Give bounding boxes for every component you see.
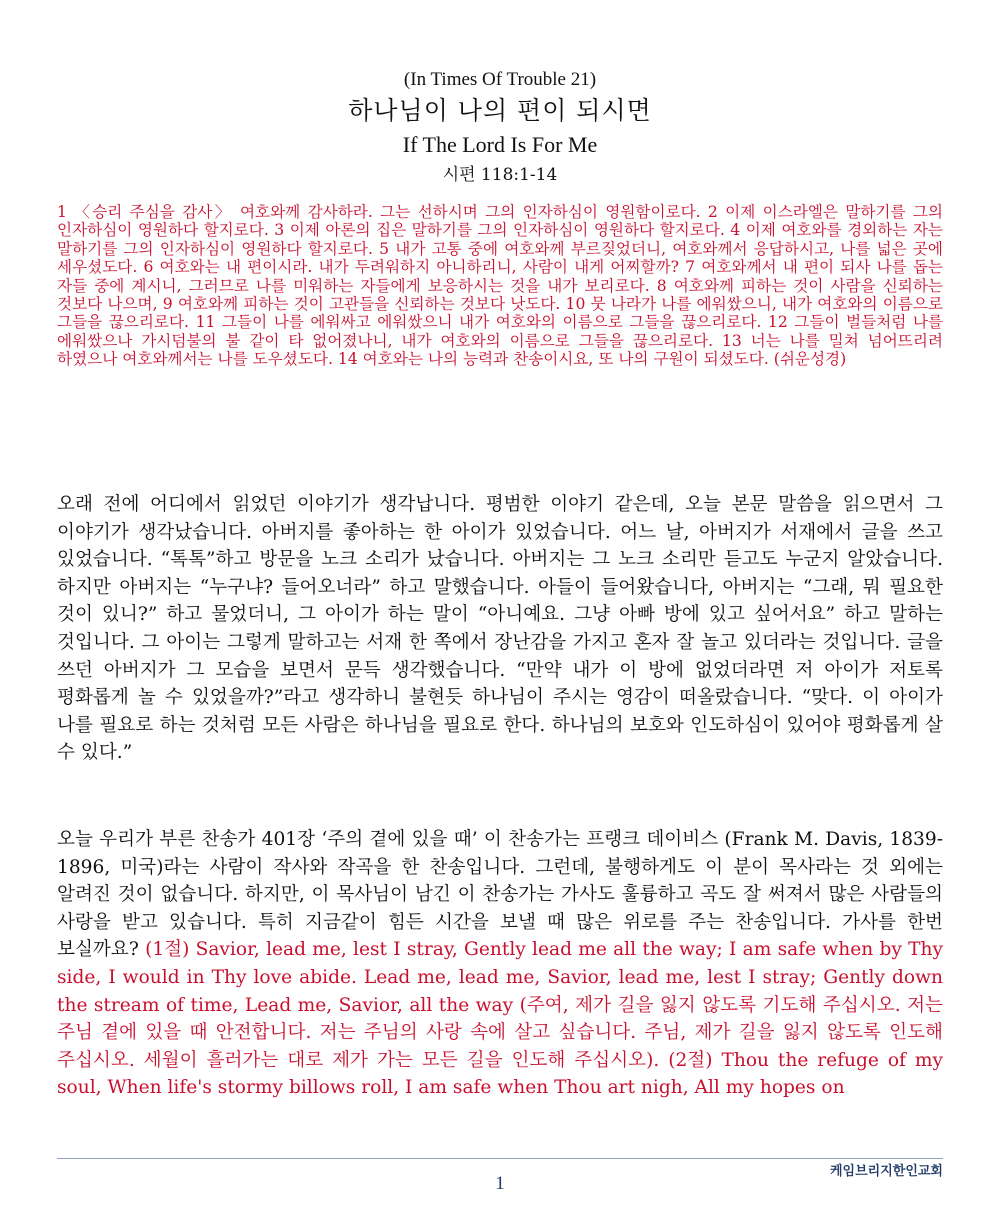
- paragraph-2-text: 오늘 우리가 부른 찬송가 401장 ‘주의 곁에 있을 때’ 이 찬송가는 프랭크 데이비스 (Frank M. Davis, 1839-1896, 미국)라는 사람이 작사와 작곡을 한 찬송입니다. 그런데, 불행하게도 이 분이 목사라는 것 외에는 알려진 것이 없습니다. 하지만, 이 목사님이 남긴 이 찬송가는 가사도 훌륭하고 곡도 잘 써져서 많은 사람들의 사랑을 받고 있습니다. 특히 지금같이 힘든 시간을 보낼 때 많은 위로를 주는 찬송입니다. 가사를 한번 보실까요?: [57, 829, 943, 961]
- sermon-header: [0, 68, 1000, 188]
- footer-divider: [57, 1158, 943, 1159]
- series-title: (In Times Of Trouble 21): [403, 69, 597, 90]
- hymn-lyrics: (1절) Savior, lead me, lest I stray, Gently lead me all the way; I am safe when by Thy side, I would in Thy love abide. Lead me, lead me, Savior, lead me, lest I stray; Gently down the stream of time, Lead me, Savior, all the way (주여, 제가 길을 잃지 않도록 기도해 주십시오. 저는 주님 곁에 있을 때 안전합니다. 저는 주님의 사랑 속에 살고 싶습니다. 주님, 제가 길을 잃지 않도록 인도해 주십시오. 세월이 흘러가는 대로 제가 가는 모든 길을 인도해 주십시오). (2절) Thou the refuge of my soul, When life's stormy billows roll, I am safe when Thou art nigh, All my hopes on: [57, 939, 943, 1099]
- church-name: 케임브리지한인교회: [829, 1164, 943, 1179]
- page-number: 1: [495, 1173, 505, 1194]
- body-paragraph-2: [57, 826, 943, 1102]
- scripture-passage: 1 〈승리 주심을 감사〉 여호와께 감사하라. 그는 선하시며 그의 인자하심이 영원함이로다. 2 이제 이스라엘은 말하기를 그의 인자하심이 영원하다 할지로다. 3 이제 아론의 집은 말하기를 그의 인자하심이 영원하다 할지로다. 4 이제 여호와를 경외하는 자는 말하기를 그의 인자하심이 영원하다 할지로다. 5 내가 고통 중에 여호와께 부르짖었더니, 여호와께서 응답하시고, 나를 넓은 곳에 세우셨도다. 6 여호와는 내 편이시라. 내가 두려워하지 아니하리니, 사람이 내게 어찌할까? 7 여호와께서 내 편이 되사 나를 돕는 자들 중에 계시니, 그러므로 나를 미워하는 자들에게 보응하시는 것을 내가 보리로다. 8 여호와께 피하는 것이 사람을 신뢰하는 것보다 나으며, 9 여호와께 피하는 것이 고관들을 신뢰하는 것보다 낫도다. 10 뭇 나라가 나를 에워쌌으니, 내가 여호와의 이름으로 그들을 끊으리로다. 11 그들이 나를 에워싸고 에워쌌으니 내가 여호와의 이름으로 그들을 끊으리로다. 12 그들이 벌들처럼 나를 에워쌌으나 가시덤불의 불 같이 타 없어졌나니, 내가 여호와의 이름으로 그들을 끊으리로다. 13 너는 나를 밀쳐 넘어뜨리려 하였으나 여호와께서는 나를 도우셨도다. 14 여호와는 나의 능력과 찬송이시요, 또 나의 구원이 되셨도다. (쉬운성경): [57, 203, 943, 369]
- sermon-title-korean: 하나님이 나의 편이 되시면: [348, 96, 652, 125]
- scripture-reference: 시편 118:1-14: [442, 165, 558, 185]
- body-paragraph-1: 오래 전에 어디에서 읽었던 이야기가 생각납니다. 평범한 이야기 같은데, 오늘 본문 말씀을 읽으면서 그 이야기가 생각났습니다. 아버지를 좋아하는 한 아이가 있었습니다. 어느 날, 아버지가 서재에서 글을 쓰고 있었습니다. “톡톡”하고 방문을 노크 소리가 났습니다. 아버지는 그 노크 소리만 듣고도 누군지 알았습니다. 하지만 아버지는 “누구냐? 들어오너라” 하고 말했습니다. 아들이 들어왔습니다, 아버지는 “그래, 뭐 필요한 것이 있니?” 하고 물었더니, 그 아이가 하는 말이 “아니예요. 그냥 아빠 방에 있고 싶어서요” 하고 말하는 것입니다. 그 아이는 그렇게 말하고는 서재 한 쪽에서 장난감을 가지고 혼자 잘 놀고 있더라는 것입니다. 글을 쓰던 아버지가 그 모습을 보면서 문득 생각했습니다. “만약 내가 이 방에 없었더라면 저 아이가 저토록 평화롭게 놀 수 있었을까?”라고 생각하니 불현듯 하나님이 주시는 영감이 떠올랐습니다. “맞다. 이 아이가 나를 필요로 하는 것처럼 모든 사람은 하나님을 필요로 한다. 하나님의 보호와 인도하심이 있어야 평화롭게 살 수 있다.”: [57, 494, 943, 764]
- sermon-title-english: If The Lord Is For Me: [402, 132, 598, 157]
